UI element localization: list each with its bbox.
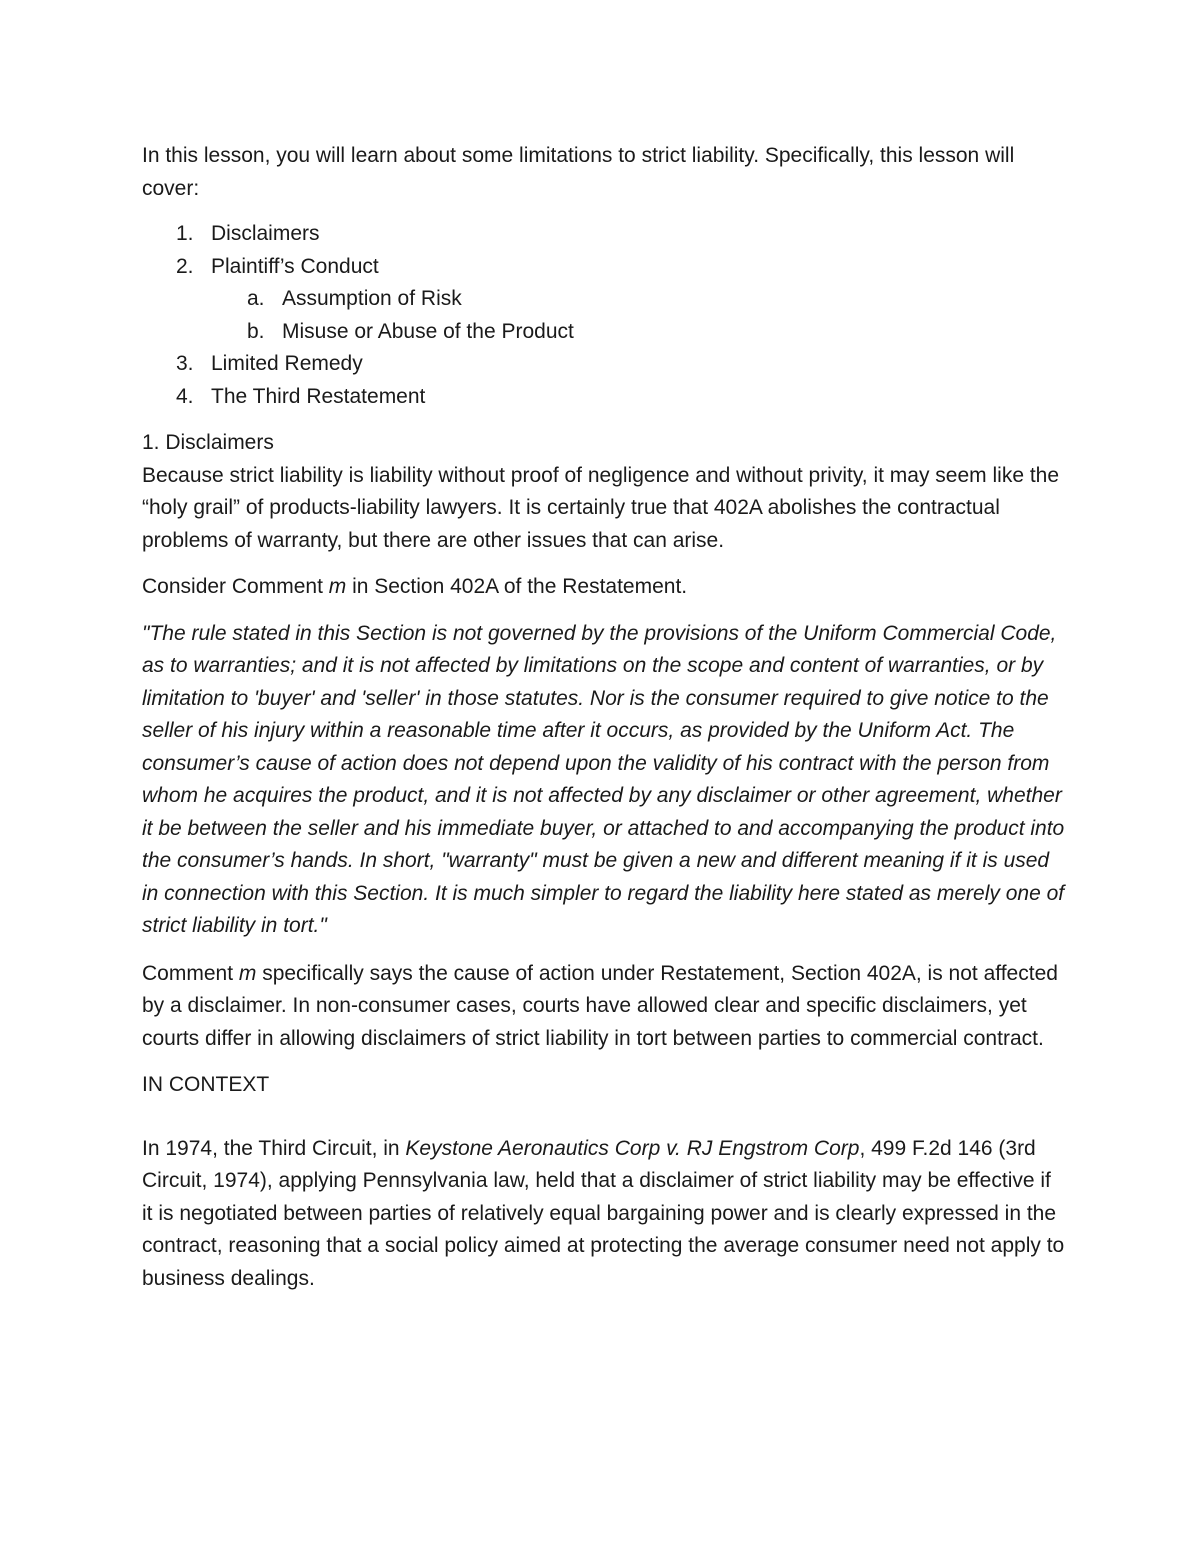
case-text-before: In 1974, the Third Circuit, in — [142, 1136, 406, 1160]
case-name: Keystone Aeronautics Corp v. RJ Engstrom Corp — [405, 1136, 860, 1160]
consider-text-after: in Section 402A of the Restatement. — [346, 575, 688, 598]
lesson-outline — [142, 218, 1067, 413]
case-paragraph — [142, 1133, 1067, 1296]
outline-sublabel: Misuse or Abuse of the Product — [282, 319, 574, 343]
consider-comment-line — [142, 571, 1067, 604]
case-text-after: , 499 F.2d 146 (3rd Circuit, 1974), applying Pennsylvania law, held that a disclaimer of strict liability may be effective if it is negotiated between parties of relatively equal bargaining power and is clearly expressed in the contract, reasoning that a social policy aimed at protecting the average consumer need not apply to business dealings. — [142, 1136, 1065, 1290]
outline-item — [142, 218, 1067, 251]
outline-subitem — [211, 283, 1067, 316]
comment-m-paragraph — [142, 958, 1067, 1056]
outline-item — [142, 251, 1067, 349]
outline-subitem — [211, 316, 1067, 349]
in-context-label: IN CONTEXT — [142, 1073, 270, 1096]
document-page — [142, 140, 1067, 1309]
outline-item — [142, 348, 1067, 381]
outline-marker: 2. — [176, 254, 194, 278]
section-heading-disclaimers: 1. Disclaimers — [142, 431, 274, 454]
outline-marker: 4. — [176, 384, 194, 408]
outline-sublabel: Assumption of Risk — [282, 287, 462, 310]
outline-label: The Third Restatement — [211, 384, 426, 408]
disclaimers-paragraph: Because strict liability is liability without proof of negligence and without privity, it may seem like the “holy grail” of products-liability lawyers. It is certainly true that 402A abolishes the contractual problems of warranty, but there are other issues that can arise. — [142, 463, 1060, 552]
comment-text-after: specifically says the cause of action under Restatement, Section 402A, is not affected by a disclaimer. In non-consumer cases, courts have allowed clear and specific disclaimers, yet courts differ in allowing disclaimers of strict liability in tort between parties to commercial contract. — [142, 961, 1058, 1050]
outline-label: Limited Remedy — [211, 352, 363, 375]
comment-italic: m — [238, 961, 257, 985]
outline-label: Plaintiff’s Conduct — [211, 254, 379, 278]
intro-paragraph: In this lesson, you will learn about some limitations to strict liability. Specifically, this lesson will cover: — [142, 144, 1015, 200]
outline-submarker: a. — [247, 287, 265, 310]
consider-text-before: Consider Comment — [142, 575, 329, 598]
restatement-quote: "The rule stated in this Section is not governed by the provisions of the Uniform Commercial Code, as to warranties; and it is not affected by limitations on the scope and content of warranties, or by limitation to 'buyer' and 'seller' in those statutes. Nor is the consumer required to give notice to the seller of his injury within a reasonable time after it occurs, as provided by the Uniform Act. The consumer’s cause of action does not depend upon the validity of his contract with the person from whom he acquires the product, and it is not affected by any disclaimer or other agreement, whether it be between the seller and his immediate buyer, or attached to and accompanying the product into the consumer’s hands. In short, "warranty" must be given a new and different meaning if it is used in connection with this Section. It is much simpler to regard the liability here stated as merely one of strict liability in tort." — [142, 621, 1065, 937]
outline-marker: 3. — [176, 352, 194, 375]
outline-sublist — [211, 283, 1067, 348]
outline-marker: 1. — [176, 222, 194, 245]
outline-submarker: b. — [247, 319, 265, 343]
consider-italic: m — [328, 575, 347, 598]
comment-text-before: Comment — [142, 961, 239, 985]
outline-label: Disclaimers — [211, 222, 320, 245]
outline-item — [142, 381, 1067, 414]
